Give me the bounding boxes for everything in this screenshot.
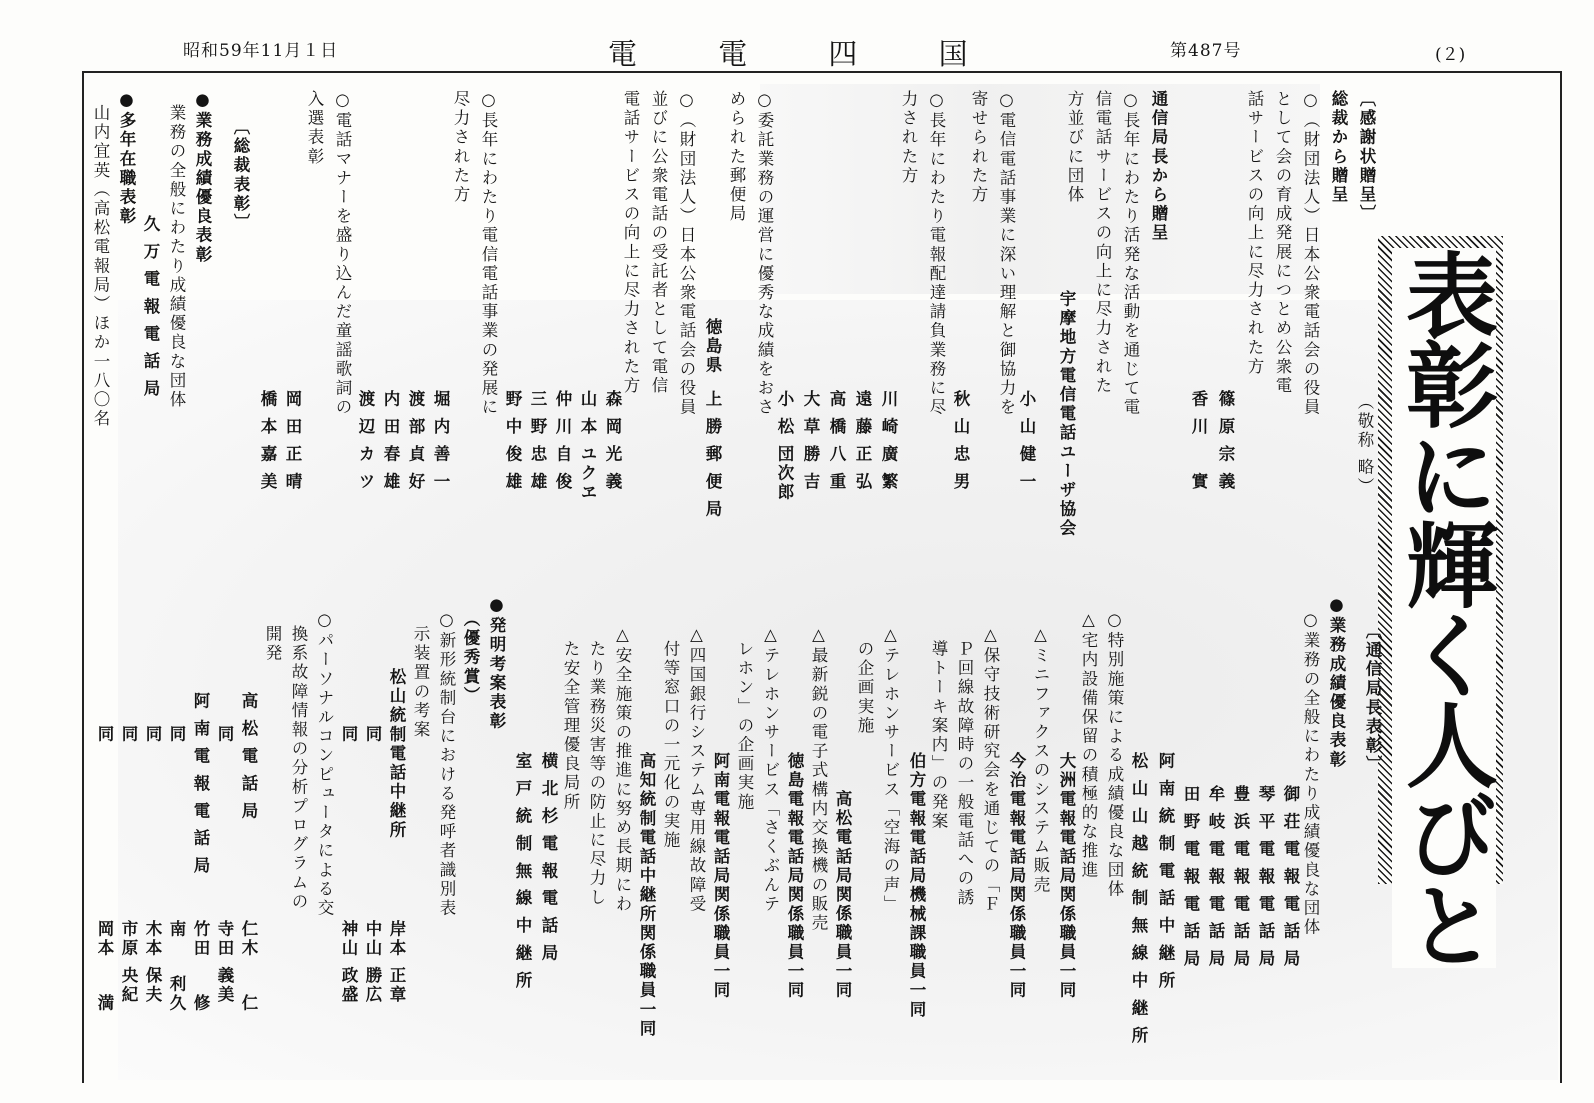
ditto-mark: 同 <box>167 725 186 745</box>
body-line: 開発 <box>263 625 282 664</box>
body-line: △最新鋭の電子式構内交換機の販売 <box>809 625 828 934</box>
ditto-mark: 同 <box>119 725 138 745</box>
recipient-name: 寺田 義美 <box>215 920 234 1005</box>
org-name: 豊 浜 電 報 電 話 局 <box>1231 785 1250 969</box>
org-name: 横 北 杉 電 報 電 話 局 <box>539 752 558 964</box>
ditto-mark: 同 <box>215 725 234 745</box>
ditto-mark: 同 <box>95 725 114 745</box>
recipient-name: 秋 山 忠 男 <box>951 390 970 492</box>
body-line: ○長年にわたり電報配達請負業務に尽 <box>927 90 946 418</box>
body-line: ○長年にわたり電信電話事業の発展に <box>479 90 498 418</box>
org-name: 阿 南 電 報 電 話 局 <box>191 692 210 876</box>
org-name: 松山統制電話中継所 <box>387 668 406 840</box>
body-line: ○電話マナーを盛り込んだ童謡歌詞の <box>333 90 352 418</box>
issue-date: 昭和59年11月１日 <box>183 41 339 61</box>
body-line: 換系故障情報の分析プログラムの <box>289 625 308 912</box>
recipient-name: 渡 部 貞 好 <box>406 390 425 492</box>
recipient-post-office: 上 勝 郵 便 局 <box>703 390 722 519</box>
recipient-name: 高 橋 八 重 <box>827 390 846 492</box>
recipient-name: 市原 央紀 <box>119 920 138 1005</box>
org-staff: 高松電話局関係職員一同 <box>833 790 852 1001</box>
ditto-mark: 同 <box>339 725 358 745</box>
recipient-name: 仁木 仁 <box>239 920 258 1014</box>
body-line: ○（財団法人）日本公衆電話会の役員 <box>677 90 696 418</box>
section-heading-tsushinkyoku-hyosho: 〔通信局長表彰〕 <box>1363 622 1382 775</box>
body-line: 山内宜英（高松電報局）ほか一八〇名 <box>91 104 110 429</box>
org-name: 琴 平 電 報 電 話 局 <box>1256 785 1275 969</box>
body-line: 付等窓口の一元化の実施 <box>661 640 680 851</box>
body-line: △テレホンサービス「空海の声」 <box>881 625 900 914</box>
recipient-name: 遠 藤 正 弘 <box>853 390 872 492</box>
org-staff: 高知統制電話中継所関係職員一同 <box>637 752 656 1039</box>
recipient-office: 久 万 電 報 電 話 局 <box>141 215 160 399</box>
body-line: ○長年にわたり活発な活動を通じて電 <box>1121 90 1140 418</box>
recipient-name: 岸本 正章 <box>387 920 406 1005</box>
body-line: として会の育成発展につとめ公衆電 <box>1273 90 1292 396</box>
recipient-name: 大 草 勝 吉 <box>801 390 820 492</box>
body-line: Ｐ回線故障時の一般電話への誘 <box>955 640 974 908</box>
body-line: められた郵便局 <box>727 90 746 224</box>
body-line: 力された方 <box>899 90 918 186</box>
body-line: 尽力された方 <box>451 90 470 205</box>
org-name: 御 荘 電 報 電 話 局 <box>1281 785 1300 969</box>
recipient-name: 橋 本 嘉 美 <box>258 390 277 492</box>
org-staff: 阿南電報電話局関係職員一同 <box>711 752 730 1001</box>
page-number: (２) <box>1435 45 1466 65</box>
section-heading-sosai-hyosho: 〔総裁表彰〕 <box>231 118 250 233</box>
subheading-hatsumei: ●発明考案表彰 <box>487 595 506 732</box>
org-staff: 徳島電報電話局関係職員一同 <box>785 752 804 1001</box>
body-line: △四国銀行システム専用線故障受 <box>687 625 706 914</box>
body-line: 電話サービスの向上に尽力された方 <box>621 90 640 396</box>
recipient-name: 岡 田 正 晴 <box>283 390 302 492</box>
recipient-name: 川 崎 廣 繁 <box>879 390 898 492</box>
org-name: 高 松 電 話 局 <box>239 692 258 821</box>
org-staff: 大洲電報電話局関係職員一同 <box>1057 752 1076 1001</box>
body-line: たり業務災害等の防止に尽力し <box>587 640 606 908</box>
headline: 表彰に輝く人びと <box>1391 248 1498 968</box>
body-line: ○委託業務の運営に優秀な成績をおさ <box>755 90 774 418</box>
recipient-name: 香 川 實 <box>1189 390 1208 492</box>
body-line: 方並びに団体 <box>1065 90 1084 205</box>
ditto-mark: 同 <box>363 725 382 745</box>
recipient-name: 小 山 健 一 <box>1017 390 1036 492</box>
org-name: 室 戸 統 制 無 線 中 継 所 <box>513 752 532 991</box>
recipient-name: 堀 内 善 一 <box>431 390 450 492</box>
award-class: （優秀賞） <box>461 610 480 706</box>
subheading-gyomu: ●業務成績優良表彰 <box>193 90 212 265</box>
recipient-name: 篠 原 宗 義 <box>1216 390 1235 492</box>
recipient-name: 内 田 春 雄 <box>381 390 400 492</box>
org-name: 宇摩地方電信電話ユーザ協会 <box>1057 290 1076 539</box>
subheading-tsushinkyoku: 通信局長から贈呈 <box>1149 90 1168 243</box>
org-name: 牟 岐 電 報 電 話 局 <box>1206 785 1225 969</box>
body-line: △宅内設備保留の積極的な推進 <box>1079 610 1098 880</box>
subheading-sosai: 総裁から贈呈 <box>1329 90 1348 205</box>
body-line: 業務の全般にわたり成績優良な団体 <box>167 104 186 410</box>
recipient-name: 小 松 団次郎 <box>775 390 794 503</box>
org-staff: 今治電報電話局関係職員一同 <box>1007 752 1026 1001</box>
recipient-name: 仲 川 自 俊 <box>553 390 572 492</box>
org-name: 松 山 山 越 統 制 無 線 中 継 所 <box>1129 752 1148 1046</box>
body-line: ○電信電話事業に深い理解と御協力を <box>997 90 1016 418</box>
recipient-name: 山 本 ユクヱ <box>578 390 597 503</box>
recipient-name: 竹田 修 <box>191 920 210 1014</box>
body-line: ○パーソナルコンピュータによる交 <box>315 610 334 919</box>
newspaper-title: 電 電 四 国 <box>608 37 1004 71</box>
prefecture-label: 徳島県 <box>703 318 722 376</box>
ditto-mark: 同 <box>143 725 162 745</box>
org-staff: 伯方電報電話局機械課職員一同 <box>907 752 926 1020</box>
issue-number: 第487号 <box>1170 41 1242 61</box>
org-name: 阿 南 統 制 電 話 中 継 所 <box>1156 752 1175 991</box>
body-line: 並びに公衆電話の受託者として電信 <box>649 90 668 396</box>
honorific-note: （敬称 略） <box>1355 393 1374 497</box>
body-line: た安全管理優良局所 <box>561 640 580 812</box>
recipient-name: 南 利久 <box>167 920 186 1014</box>
body-line: △安全施策の推進に努め長期にわ <box>613 625 632 914</box>
subheading-gyomu: ●業務成績優良表彰 <box>1327 595 1346 770</box>
section-heading-kanshajo: 〔感謝状贈呈〕 <box>1357 90 1376 224</box>
subheading-tanen: ●多年在職表彰 <box>117 90 136 227</box>
org-name: 田 野 電 報 電 話 局 <box>1181 785 1200 969</box>
body-line: 導トーキ案内」の発案 <box>929 640 948 831</box>
body-line: 信電話サービスの向上に尽力された <box>1093 90 1112 396</box>
body-line: 話サービスの向上に尽力された方 <box>1245 90 1264 377</box>
recipient-name: 中山 勝広 <box>363 920 382 1005</box>
body-line: の企画実施 <box>855 640 874 736</box>
body-line: △ミニファクスのシステム販売 <box>1031 625 1050 895</box>
recipient-name: 野 中 俊 雄 <box>503 390 522 492</box>
body-line: △保守技術研究会を通じての「Ｆ <box>981 625 1000 914</box>
recipient-name: 岡本 満 <box>95 920 114 1014</box>
body-line: △テレホンサービス「さくぶんテ <box>761 625 780 914</box>
body-line: ○新形統制台における発呼者識別表 <box>437 610 456 919</box>
recipient-name: 森 岡 光 義 <box>603 390 622 492</box>
body-line: ○特別施策による成績優良な団体 <box>1105 610 1124 899</box>
body-line: レホン」の企画実施 <box>735 640 754 812</box>
body-line: 入選表彰 <box>305 90 324 167</box>
recipient-name: 木本 保夫 <box>143 920 162 1005</box>
body-line: ○業務の全般にわたり成績優良な団体 <box>1301 610 1320 938</box>
recipient-name: 神山 政盛 <box>339 920 358 1005</box>
body-line: ○（財団法人）日本公衆電話会の役員 <box>1301 90 1320 418</box>
recipient-name: 三 野 忠 雄 <box>528 390 547 492</box>
body-line: 示装置の考案 <box>411 625 430 740</box>
recipient-name: 渡 辺 カ ツ <box>356 390 375 492</box>
body-line: 寄せられた方 <box>969 90 988 205</box>
